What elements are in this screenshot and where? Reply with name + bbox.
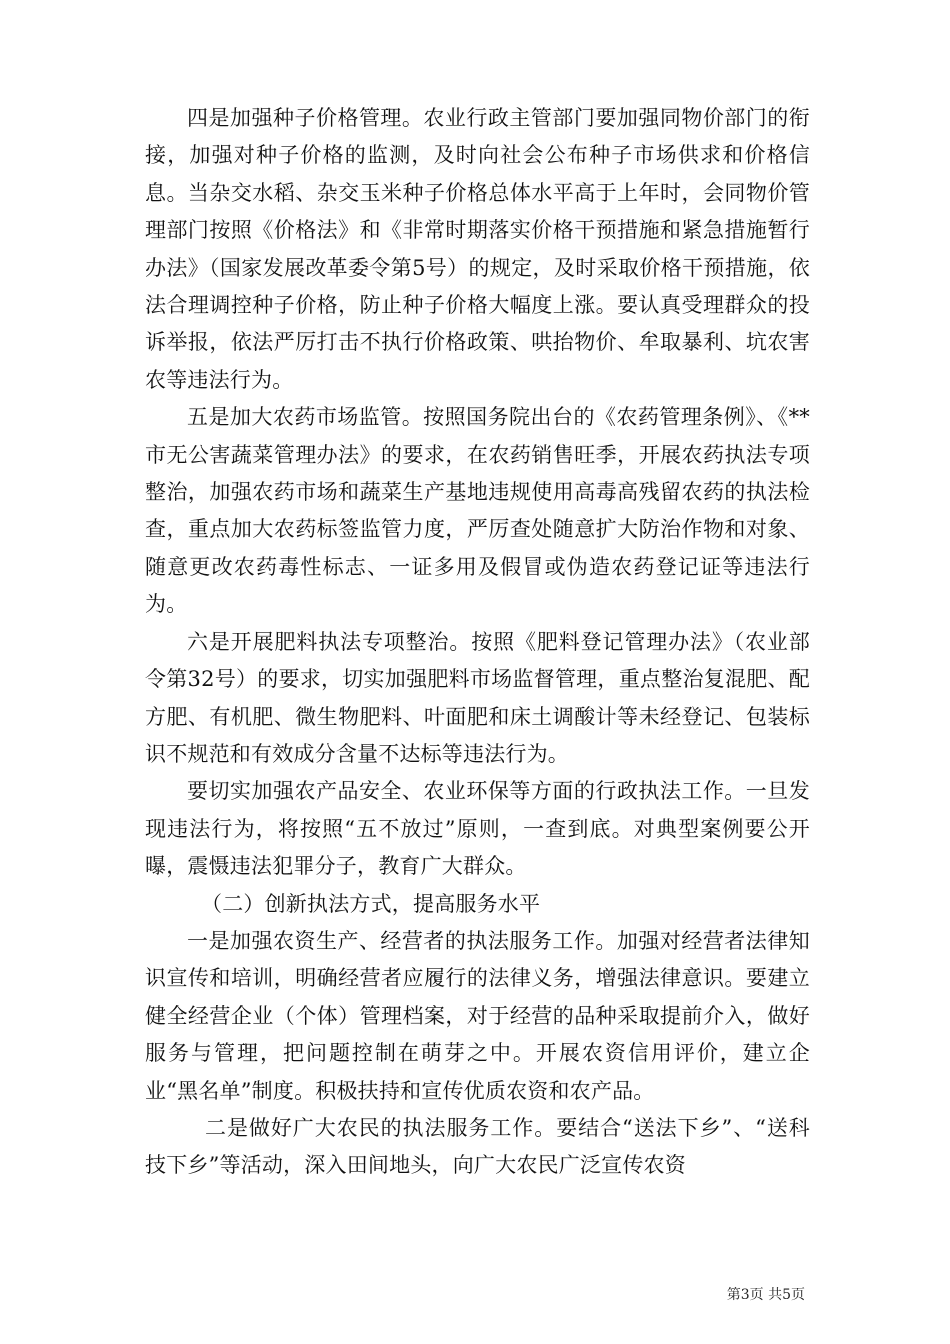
paragraph-pesticide-market-supervision: 五是加大农药市场监管。按照国务院出台的《农药管理条例》、《**市无公害蔬菜管理办法》的要求，在农药销售旺季，开展农药执法专项整治，加强农药市场和蔬菜生产基地违规使用高毒高残留农药的执法检查，重点加大农药标签监管力度，严厉查处随意扩大防治作物和对象、随意更改农药毒性标志、一证多用及假冒或伪造农药登记证等违法行为。 xyxy=(145,405,810,617)
paragraph-farmer-service: 二是做好广大农民的执法服务工作。要结合“送法下乡”、“送科技下乡”等活动，深入田间地头，向广大农民广泛宣传农资 xyxy=(145,1115,810,1178)
page-number-footer: 第3页 共5页 xyxy=(726,1287,805,1303)
section-heading-innovate-enforcement: （二）创新执法方式，提高服务水平 xyxy=(201,891,541,916)
paragraph-fertilizer-enforcement: 六是开展肥料执法专项整治。按照《肥料登记管理办法》（农业部令第32号）的要求，切实加强肥料市场监督管理，重点整治复混肥、配方肥、有机肥、微生物肥料、叶面肥和床土调酸计等未经登记、包装标识不规范和有效成分含量不达标等违法行为。 xyxy=(145,629,810,766)
document-body xyxy=(145,100,810,1185)
paragraph-seed-price-management: 四是加强种子价格管理。农业行政主管部门要加强同物价部门的衔接，加强对种子价格的监测，及时向社会公布种子市场供求和价格信息。当杂交水稻、杂交玉米种子价格总体水平高于上年时，会同物价管理部门按照《价格法》和《非常时期落实价格干预措施和紧急措施暂行办法》（国家发展改革委令第5号）的规定，及时采取价格干预措施，依法合理调控种子价格，防止种子价格大幅度上涨。要认真受理群众的投诉举报，依法严厉打击不执行价格政策、哄抬物价、牟取暴利、坑农害农等违法行为。 xyxy=(145,106,810,392)
paragraph-administrative-enforcement: 要切实加强农产品安全、农业环保等方面的行政执法工作。一旦发现违法行为，将按照“五不放过”原则，一查到底。对典型案例要公开曝，震慑违法犯罪分子，教育广大群众。 xyxy=(145,779,810,879)
paragraph-producer-operator-service: 一是加强农资生产、经营者的执法服务工作。加强对经营者法律知识宣传和培训，明确经营者应履行的法律义务，增强法律意识。要建立健全经营企业（个体）管理档案，对于经营的品种采取提前介入，做好服务与管理，把问题控制在萌芽之中。开展农资信用评价，建立企业“黑名单”制度。积极扶持和宣传优质农资和农产品。 xyxy=(145,928,810,1103)
